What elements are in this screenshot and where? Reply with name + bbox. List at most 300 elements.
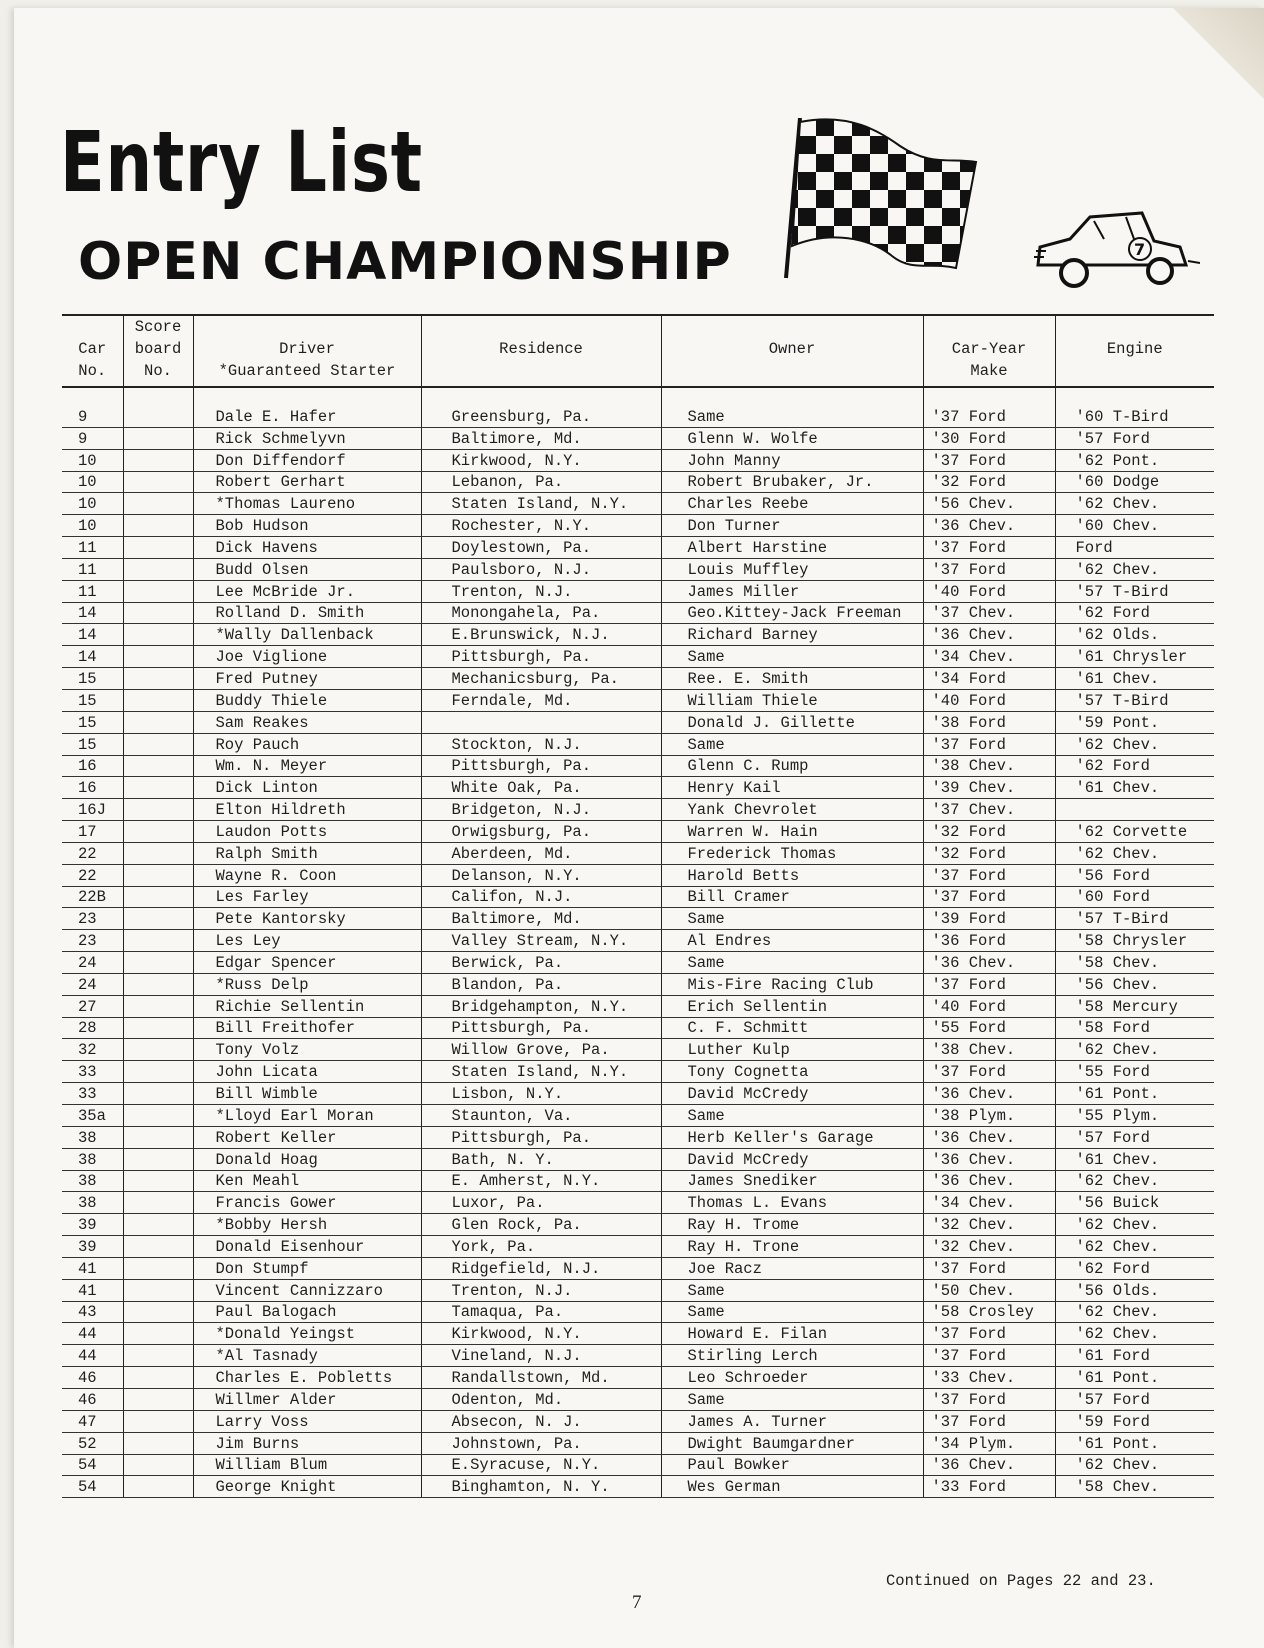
engine-cell: '55 Ford [1055,1061,1214,1083]
driver-cell: Les Ley [193,930,421,952]
engine-cell: '61 Pont. [1055,1367,1214,1389]
engine-cell: '58 Mercury [1055,995,1214,1017]
owner-cell: Louis Muffley [661,558,923,580]
scoreboard-cell [123,777,193,799]
driver-cell: Dick Linton [193,777,421,799]
engine-cell: '61 Chev. [1055,1148,1214,1170]
table-row [62,755,1214,777]
car-year-cell: '40 Ford [923,995,1055,1017]
car-year-cell: '37 Ford [923,864,1055,886]
table-row [62,1192,1214,1214]
car-no-cell: 22 [62,842,123,864]
driver-cell: Les Farley [193,886,421,908]
header-text: Driver [279,340,335,358]
car-no-cell: 11 [62,558,123,580]
scoreboard-cell [123,1476,193,1498]
residence-cell: Greensburg, Pa. [421,406,661,427]
residence-cell: Johnstown, Pa. [421,1432,661,1454]
scoreboard-cell [123,1454,193,1476]
car-year-cell: '37 Ford [923,1323,1055,1345]
car-no-cell: 23 [62,930,123,952]
owner-cell: Herb Keller's Garage [661,1126,923,1148]
driver-cell: Lee McBride Jr. [193,580,421,602]
car-year-cell: '37 Chev. [923,602,1055,624]
driver-cell: Fred Putney [193,668,421,690]
residence-cell: Willow Grove, Pa. [421,1039,661,1061]
car-no-cell: 10 [62,449,123,471]
table-row [62,1476,1214,1498]
engine-cell: '62 Pont. [1055,449,1214,471]
owner-cell: Frederick Thomas [661,842,923,864]
table-header-row [62,315,1214,387]
table-row [62,995,1214,1017]
car-no-cell: 10 [62,471,123,493]
car-no-cell: 47 [62,1410,123,1432]
scoreboard-cell [123,886,193,908]
driver-cell: Rolland D. Smith [193,602,421,624]
owner-cell: Charles Reebe [661,493,923,515]
engine-cell: '62 Chev. [1055,558,1214,580]
car-no-cell: 22B [62,886,123,908]
car-year-cell: '37 Chev. [923,799,1055,821]
table-row [62,1236,1214,1258]
car-year-cell: '58 Crosley [923,1301,1055,1323]
car-year-cell: '34 Chev. [923,1192,1055,1214]
car-year-cell: '36 Ford [923,930,1055,952]
car-year-cell: '37 Ford [923,1345,1055,1367]
scoreboard-cell [123,1236,193,1258]
header-text: Car [78,340,107,358]
residence-cell: Trenton, N.J. [421,580,661,602]
car-no-cell: 10 [62,515,123,537]
scoreboard-cell [123,515,193,537]
car-year-cell: '37 Ford [923,406,1055,427]
table-row [62,493,1214,515]
engine-cell: '61 Chrysler [1055,646,1214,668]
table-row [62,1061,1214,1083]
header-text: board [134,340,182,358]
car-year-cell: '36 Chev. [923,1148,1055,1170]
table-row [62,1170,1214,1192]
owner-cell: Joe Racz [661,1257,923,1279]
engine-cell: '56 Chev. [1055,973,1214,995]
engine-cell: '56 Ford [1055,864,1214,886]
scoreboard-cell [123,1388,193,1410]
driver-cell: Richie Sellentin [193,995,421,1017]
car-year-cell: '39 Ford [923,908,1055,930]
car-year-cell: '32 Ford [923,821,1055,843]
owner-cell: Glenn W. Wolfe [661,427,923,449]
car-year-cell: '32 Chev. [923,1214,1055,1236]
car-no-cell: 41 [62,1257,123,1279]
car-year-cell: '38 Plym. [923,1105,1055,1127]
checkered-flag-icon [780,118,980,288]
car-no-cell: 54 [62,1454,123,1476]
table-row [62,449,1214,471]
table-row [62,1410,1214,1432]
owner-cell: Same [661,406,923,427]
scoreboard-cell [123,1126,193,1148]
owner-cell: John Manny [661,449,923,471]
driver-cell: Larry Voss [193,1410,421,1432]
residence-cell: Absecon, N. J. [421,1410,661,1432]
driver-cell: Robert Gerhart [193,471,421,493]
owner-cell: Same [661,1388,923,1410]
car-no-cell: 44 [62,1323,123,1345]
car-year-cell: '37 Ford [923,733,1055,755]
table-row [62,1017,1214,1039]
car-year-cell: '33 Ford [923,1476,1055,1498]
owner-cell: Yank Chevrolet [661,799,923,821]
driver-cell: Sam Reakes [193,711,421,733]
residence-cell: Berwick, Pa. [421,952,661,974]
engine-cell: '62 Chev. [1055,1236,1214,1258]
car-no-cell: 15 [62,689,123,711]
residence-cell: Pittsburgh, Pa. [421,646,661,668]
header-text: No. [144,362,172,380]
table-row [62,821,1214,843]
scoreboard-cell [123,558,193,580]
car-no-cell: 38 [62,1192,123,1214]
owner-cell: Wes German [661,1476,923,1498]
table-row [62,1148,1214,1170]
header-text: Score [134,318,182,336]
driver-cell: Elton Hildreth [193,799,421,821]
residence-cell: Califon, N.J. [421,886,661,908]
col-owner [661,315,923,387]
residence-cell: Staten Island, N.Y. [421,1061,661,1083]
scoreboard-cell [123,908,193,930]
car-no-cell: 16J [62,799,123,821]
engine-cell: '62 Chev. [1055,1301,1214,1323]
table-row [62,1126,1214,1148]
scoreboard-cell [123,952,193,974]
table-row [62,427,1214,449]
table-row [62,646,1214,668]
car-no-cell: 14 [62,602,123,624]
table-row [62,1432,1214,1454]
car-no-cell: 35a [62,1105,123,1127]
driver-cell: Bill Wimble [193,1083,421,1105]
scoreboard-cell [123,1105,193,1127]
col-car-year-make [923,315,1055,387]
car-no-cell: 16 [62,777,123,799]
car-no-cell: 54 [62,1476,123,1498]
owner-cell: David McCredy [661,1083,923,1105]
car-year-cell: '37 Ford [923,558,1055,580]
car-year-cell: '40 Ford [923,580,1055,602]
table-row [62,799,1214,821]
scoreboard-cell [123,1279,193,1301]
scoreboard-cell [123,1257,193,1279]
scoreboard-cell [123,427,193,449]
table-row [62,1083,1214,1105]
car-no-cell: 11 [62,580,123,602]
driver-cell: Budd Olsen [193,558,421,580]
driver-cell: *Al Tasnady [193,1345,421,1367]
scoreboard-cell [123,537,193,559]
scoreboard-cell [123,471,193,493]
residence-cell: Baltimore, Md. [421,427,661,449]
engine-cell: '62 Corvette [1055,821,1214,843]
residence-cell: Mechanicsburg, Pa. [421,668,661,690]
scoreboard-cell [123,973,193,995]
table-row [62,711,1214,733]
driver-cell: Pete Kantorsky [193,908,421,930]
residence-cell: Ferndale, Md. [421,689,661,711]
page-number: 7 [632,1592,642,1613]
car-year-cell: '38 Chev. [923,755,1055,777]
table-row [62,1323,1214,1345]
owner-cell: Harold Betts [661,864,923,886]
owner-cell: William Thiele [661,689,923,711]
scoreboard-cell [123,1323,193,1345]
scoreboard-cell [123,1170,193,1192]
engine-cell: '61 Pont. [1055,1083,1214,1105]
scoreboard-cell [123,406,193,427]
residence-cell: Rochester, N.Y. [421,515,661,537]
car-year-cell: '36 Chev. [923,1454,1055,1476]
driver-cell: Willmer Alder [193,1388,421,1410]
car-year-cell: '32 Ford [923,471,1055,493]
owner-cell: Stirling Lerch [661,1345,923,1367]
table-row [62,624,1214,646]
owner-cell: Glenn C. Rump [661,755,923,777]
col-car-no [62,315,123,387]
residence-cell: Pittsburgh, Pa. [421,1017,661,1039]
table-row [62,1345,1214,1367]
residence-cell: Bridgeton, N.J. [421,799,661,821]
owner-cell: Same [661,1301,923,1323]
car-year-cell: '36 Chev. [923,952,1055,974]
driver-cell: Edgar Spencer [193,952,421,974]
residence-cell: Odenton, Md. [421,1388,661,1410]
residence-cell: York, Pa. [421,1236,661,1258]
residence-cell: Pittsburgh, Pa. [421,755,661,777]
engine-cell: '62 Ford [1055,602,1214,624]
residence-cell: Trenton, N.J. [421,1279,661,1301]
engine-cell: '62 Chev. [1055,1323,1214,1345]
driver-cell: Don Stumpf [193,1257,421,1279]
engine-cell: '62 Ford [1055,755,1214,777]
continued-note: Continued on Pages 22 and 23. [886,1572,1156,1590]
header-text: Engine [1106,340,1163,358]
residence-cell: Paulsboro, N.J. [421,558,661,580]
driver-cell: *Bobby Hersh [193,1214,421,1236]
driver-cell: Buddy Thiele [193,689,421,711]
car-year-cell: '37 Ford [923,973,1055,995]
car-year-cell: '30 Ford [923,427,1055,449]
engine-cell: '61 Ford [1055,1345,1214,1367]
residence-cell: Randallstown, Md. [421,1367,661,1389]
car-no-cell: 16 [62,755,123,777]
entry-list-table [62,314,1214,1498]
car-no-cell: 43 [62,1301,123,1323]
car-year-cell: '34 Ford [923,668,1055,690]
engine-cell: '57 Ford [1055,427,1214,449]
residence-cell: Kirkwood, N.Y. [421,449,661,471]
table-row [62,842,1214,864]
driver-cell: Dale E. Hafer [193,406,421,427]
car-no-cell: 9 [62,427,123,449]
engine-cell: '62 Chev. [1055,1454,1214,1476]
residence-cell: Baltimore, Md. [421,908,661,930]
residence-cell: Blandon, Pa. [421,973,661,995]
residence-cell: E. Amherst, N.Y. [421,1170,661,1192]
car-year-cell: '36 Chev. [923,1126,1055,1148]
driver-cell: John Licata [193,1061,421,1083]
residence-cell: Bath, N. Y. [421,1148,661,1170]
car-no-cell: 24 [62,973,123,995]
engine-cell [1055,799,1214,821]
engine-cell: '61 Pont. [1055,1432,1214,1454]
owner-cell: Ree. E. Smith [661,668,923,690]
scoreboard-cell [123,1432,193,1454]
owner-cell: Richard Barney [661,624,923,646]
owner-cell: Ray H. Trone [661,1236,923,1258]
car-year-cell: '36 Chev. [923,624,1055,646]
table-row [62,1367,1214,1389]
table-row [62,1214,1214,1236]
owner-cell: Robert Brubaker, Jr. [661,471,923,493]
scoreboard-cell [123,668,193,690]
car-year-cell: '37 Ford [923,1061,1055,1083]
table-row [62,471,1214,493]
driver-cell: Bill Freithofer [193,1017,421,1039]
car-year-cell: '56 Chev. [923,493,1055,515]
engine-cell: '61 Chev. [1055,777,1214,799]
driver-cell: Don Diffendorf [193,449,421,471]
car-no-cell: 52 [62,1432,123,1454]
residence-cell: Aberdeen, Md. [421,842,661,864]
scoreboard-cell [123,711,193,733]
scoreboard-cell [123,1017,193,1039]
car-no-cell: 15 [62,711,123,733]
owner-cell: Paul Bowker [661,1454,923,1476]
table-row [62,1039,1214,1061]
car-year-cell: '38 Ford [923,711,1055,733]
engine-cell: '60 Chev. [1055,515,1214,537]
table-spacer-row [62,387,1214,406]
driver-cell: Donald Eisenhour [193,1236,421,1258]
table-row [62,1257,1214,1279]
header-text: Car-Year [951,340,1027,358]
table-row [62,1388,1214,1410]
car-no-cell: 38 [62,1148,123,1170]
table-row [62,558,1214,580]
residence-cell: Lisbon, N.Y. [421,1083,661,1105]
scoreboard-cell [123,1039,193,1061]
residence-cell: Monongahela, Pa. [421,602,661,624]
owner-cell: Same [661,1279,923,1301]
car-no-cell: 33 [62,1083,123,1105]
car-no-cell: 23 [62,908,123,930]
car-year-cell: '34 Plym. [923,1432,1055,1454]
car-no-cell: 27 [62,995,123,1017]
car-year-cell: '37 Ford [923,449,1055,471]
driver-cell: Tony Volz [193,1039,421,1061]
car-year-cell: '36 Chev. [923,515,1055,537]
table-row [62,864,1214,886]
col-driver [193,315,421,387]
engine-cell: '57 T-Bird [1055,908,1214,930]
driver-cell: Jim Burns [193,1432,421,1454]
driver-cell: Donald Hoag [193,1148,421,1170]
car-no-cell: 39 [62,1236,123,1258]
driver-cell: Francis Gower [193,1192,421,1214]
car-year-cell: '36 Chev. [923,1170,1055,1192]
table-row [62,733,1214,755]
table-row [62,973,1214,995]
residence-cell: Bridgehampton, N.Y. [421,995,661,1017]
table-row [62,1301,1214,1323]
table-row [62,515,1214,537]
owner-cell: Dwight Baumgardner [661,1432,923,1454]
owner-cell: Donald J. Gillette [661,711,923,733]
car-no-cell: 17 [62,821,123,843]
owner-cell: Ray H. Trome [661,1214,923,1236]
car-year-cell: '34 Chev. [923,646,1055,668]
owner-cell: C. F. Schmitt [661,1017,923,1039]
driver-cell: Laudon Potts [193,821,421,843]
engine-cell: '58 Chev. [1055,952,1214,974]
car-year-cell: '37 Ford [923,1388,1055,1410]
col-residence [421,315,661,387]
scoreboard-cell [123,493,193,515]
table-row [62,689,1214,711]
scoreboard-cell [123,755,193,777]
car-no-cell: 24 [62,952,123,974]
header-text: Owner [768,340,816,358]
col-scoreboard-no [123,315,193,387]
engine-cell: '57 T-Bird [1055,580,1214,602]
driver-cell: Ralph Smith [193,842,421,864]
car-year-cell: '37 Ford [923,1410,1055,1432]
residence-cell: Orwigsburg, Pa. [421,821,661,843]
residence-cell: Lebanon, Pa. [421,471,661,493]
owner-cell: David McCredy [661,1148,923,1170]
residence-cell: E.Brunswick, N.J. [421,624,661,646]
table-row [62,580,1214,602]
owner-cell: Bill Cramer [661,886,923,908]
scoreboard-cell [123,1061,193,1083]
residence-cell: Kirkwood, N.Y. [421,1323,661,1345]
driver-cell: Dick Havens [193,537,421,559]
engine-cell: '62 Olds. [1055,624,1214,646]
scoreboard-cell [123,1192,193,1214]
page-title: Entry List [60,113,423,211]
engine-cell: '62 Chev. [1055,493,1214,515]
owner-cell: Mis-Fire Racing Club [661,973,923,995]
scoreboard-cell [123,580,193,602]
table-row [62,1105,1214,1127]
owner-cell: Same [661,1105,923,1127]
engine-cell: '56 Buick [1055,1192,1214,1214]
owner-cell: Same [661,733,923,755]
table-row [62,777,1214,799]
owner-cell: Luther Kulp [661,1039,923,1061]
table-row [62,668,1214,690]
owner-cell: James Snediker [661,1170,923,1192]
scoreboard-cell [123,799,193,821]
car-year-cell: '55 Ford [923,1017,1055,1039]
car-year-cell: '32 Ford [923,842,1055,864]
residence-cell: Binghamton, N. Y. [421,1476,661,1498]
residence-cell: Pittsburgh, Pa. [421,1126,661,1148]
engine-cell: '60 Ford [1055,886,1214,908]
car-year-cell: '50 Chev. [923,1279,1055,1301]
page-corner-fold [1164,8,1264,108]
